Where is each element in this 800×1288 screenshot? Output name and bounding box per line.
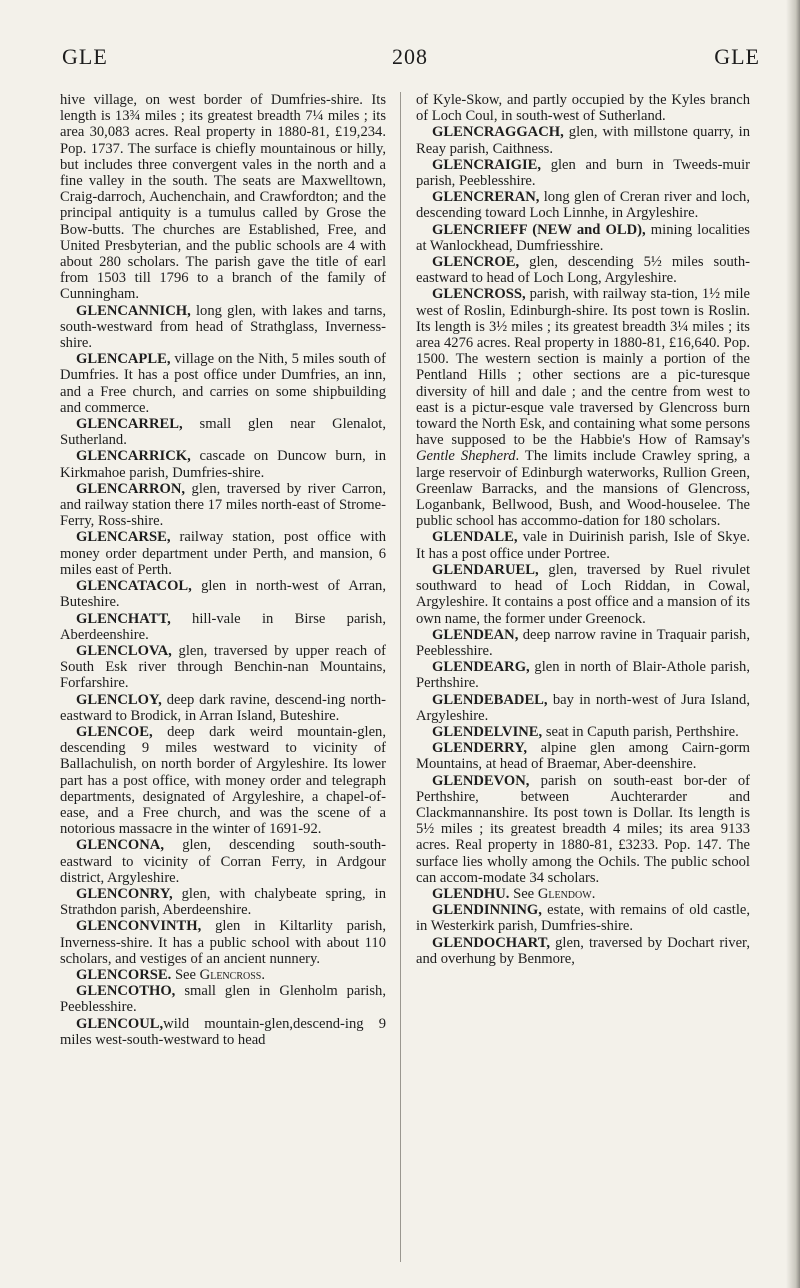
gazetteer-entry — [416, 659, 750, 691]
entry-text: parish, with railway sta-tion, 1½ mile west of Roslin, Edinburgh-shire. Its post town is Roslin. Its length is 3½ miles ; its greatest breadth 3¼ miles ; its area 4276 acres. Real property in 1880-81, £16,640. Pop. 1500. The western section is mainly a portion of the Pentland Hills ; other sections are a pic-turesque diversity of hill and dale ; and the centre from west to east is a pictur-esque vale traversed by Glencross burn toward the North Esk, and containing what some persons have supposed to be the Habbie's How of Ramsay's — [416, 286, 750, 449]
entry-headword: GLENCANNICH, — [76, 302, 191, 319]
gazetteer-entry — [416, 189, 750, 221]
entry-headword: GLENDARUEL, — [432, 561, 539, 578]
gazetteer-entry — [416, 724, 750, 740]
entry-headword: GLENCRAIGIE, — [432, 156, 542, 173]
entry-text: glen, with millstone quarry, in Reay parish, Caithness. — [416, 124, 750, 157]
header-left-catchword: GLE — [62, 44, 108, 69]
gazetteer-entry — [416, 740, 750, 772]
entry-italic-title: Gentle Shepherd — [416, 448, 516, 465]
entry-text: glen, traversed by Ruel rivulet southward to head of Loch Riddan, in Cowal, Argyleshire. It contains a post office and a mansion of its own name, the former under Greenock. — [416, 561, 750, 627]
gazetteer-entry — [416, 254, 750, 286]
entry-text: hill-vale in Birse parish, Aberdeenshire. — [60, 610, 386, 643]
entry-text: See — [171, 966, 200, 983]
page-edge-shadow — [786, 0, 800, 1288]
entry-text: parish on south-east bor-der of Perthshire, between Auchterarder and Clackmannanshire. Its post town is Dollar. Its length is 5½ miles ; its greatest breadth 4 miles; its area 9133 acres. Real property in 1880-81, £3233. Pop. 147. The surface lies wholly among the Ochils. The public school can accom-modate 34 scholars. — [416, 772, 750, 886]
entry-text: small glen in Glenholm parish, Peeblesshire. — [60, 983, 386, 1016]
gazetteer-entry — [60, 967, 386, 983]
entry-headword: GLENCROE, — [432, 254, 520, 271]
entry-headword: GLENCLOY, — [76, 691, 162, 708]
entry-headword: GLENCORSE. — [76, 966, 172, 983]
gazetteer-entry — [60, 529, 386, 578]
entry-headword: GLENCHATT, — [76, 610, 171, 627]
entry-text: of Kyle-Skow, and partly occupied by the Kyles branch of Loch Coul, in south-west of Sutherland. — [416, 92, 750, 125]
gazetteer-entry — [416, 692, 750, 724]
entry-text: village on the Nith, 5 miles south of Dumfries. It has a post office under Dumfries, an inn, and a Free church, and carries on some shipbuilding and commerce. — [60, 351, 386, 416]
entry-headword: GLENCONVINTH, — [76, 918, 202, 935]
gazetteer-entry — [416, 935, 750, 967]
entry-text: See — [509, 885, 538, 902]
column-divider — [400, 92, 401, 1262]
entry-headword: GLENCARSE, — [76, 529, 171, 546]
entry-text-tail: . — [591, 885, 596, 902]
entry-text: vale in Duirinish parish, Isle of Skye. It has a post office under Portree. — [416, 529, 750, 562]
entry-headword: GLENDERRY, — [432, 740, 528, 757]
gazetteer-entry — [60, 448, 386, 480]
gazetteer-entry — [416, 286, 750, 529]
entry-headword: GLENCOE, — [76, 723, 153, 740]
entry-text: deep dark ravine, descend-ing north-eastward to Brodick, in Arran Island, Buteshire. — [60, 691, 386, 724]
gazetteer-entry — [60, 416, 386, 448]
entry-text: estate, with remains of old castle, in Westerkirk parish, Dumfries-shire. — [416, 902, 750, 935]
entry-headword: GLENCONA, — [76, 837, 164, 854]
gazetteer-entry — [60, 303, 386, 352]
page-number: 208 — [392, 44, 428, 69]
entry-text: glen in north of Blair-Athole parish, Perthshire. — [416, 659, 750, 692]
gazetteer-entry — [60, 692, 386, 724]
entry-text: glen, with chalybeate spring, in Strathdon parish, Aberdeenshire. — [60, 885, 386, 919]
gazetteer-entry — [416, 562, 750, 627]
entry-headword: GLENCOTHO, — [76, 983, 176, 1000]
entry-headword: GLENCONRY, — [76, 885, 173, 902]
entry-text: hive village, on west border of Dumfries-shire. Its length is 13¾ miles ; its greatest breadth 7¼ miles ; its area 30,083 acres. Real property in 1880-81, £19,234. Pop. 1737. The surface is chiefly mountainous or hilly, but includes three convergent vales in the north and a fine valley in the south. The seats are Maxwelltown, Craig-darroch, Auchenchain, and Crawfordton; and the principal antiquity is a tumulus called by Grose the Bow-butts. The churches are Established, Free, and United Presbyterian, and the public schools are 4 with about 280 scholars. The parish gave the title of earl from 1503 till 1796 to a branch of the family of Cunningham. — [60, 92, 386, 303]
entry-headword: GLENCLOVA, — [76, 642, 172, 659]
gazetteer-entry — [60, 611, 386, 643]
entry-text: alpine glen among Cairn-gorm Mountains, at head of Braemar, Aber-deenshire. — [416, 740, 750, 773]
entry-headword: GLENDOCHART, — [432, 934, 551, 951]
entry-text: glen, traversed by Dochart river, and overhung by Benmore, — [416, 934, 750, 967]
gazetteer-entry — [60, 643, 386, 692]
gazetteer-entry — [416, 886, 750, 902]
entry-text-tail: . The limits include Crawley spring, a large reservoir of Edinburgh waterworks, Rullion Green, Greenlaw Barracks, and the mansions of Glencross, Loganbank, Bellwood, Bush, and Wood-houselee. The public school has accommo-dation for 180 scholars. — [416, 448, 750, 530]
entry-text: glen and burn in Tweeds-muir parish, Peeblesshire. — [416, 156, 750, 190]
entry-headword: GLENDEVON, — [432, 772, 530, 789]
entry-headword: GLENCRIEFF (NEW and OLD), — [432, 221, 646, 238]
entry-text: deep narrow ravine in Traquair parish, Peeblesshire. — [416, 626, 750, 659]
entry-text: glen, traversed by river Carron, and railway station there 17 miles north-east of Strome-Ferry, Ross-shire. — [60, 480, 386, 530]
entry-text: glen, descending south-south-eastward to vicinity of Corran Ferry, in Ardgour district, Argyleshire. — [60, 837, 386, 886]
entry-text: cascade on Duncow burn, in Kirkmahoe parish, Dumfries-shire. — [60, 448, 386, 481]
entry-headword: GLENDINNING, — [432, 902, 542, 919]
gazetteer-entry — [416, 157, 750, 189]
entry-text: deep dark weird mountain-glen, descending 9 miles westward to vicinity of Ballachulish, on north border of Argyleshire. Its lower part has a post office, with money order and telegraph departments, designated of Argyleshire, a chapel-of-ease, and a Free church, and was the scene of a notorious massacre in the winter of 1691-92. — [60, 723, 386, 838]
gazetteer-entry — [416, 92, 750, 124]
entry-text: glen in north-west of Arran, Buteshire. — [60, 578, 386, 611]
entry-headword: GLENDEBADEL, — [432, 691, 548, 708]
entry-text: bay in north-west of Jura Island, Argyleshire. — [416, 691, 750, 724]
gazetteer-entry — [60, 886, 386, 918]
entry-text: glen, descending 5½ miles south-eastward to head of Loch Long, Argyleshire. — [416, 254, 750, 287]
entry-text: long glen, with lakes and tarns, south-westward from head of Strathglass, Inverness-shire. — [60, 302, 386, 352]
gazetteer-entry — [60, 837, 386, 886]
entry-text-tail: . — [261, 966, 265, 983]
entry-headword: GLENCRERAN, — [432, 189, 540, 206]
page-header — [60, 44, 760, 74]
gazetteer-entry — [60, 724, 386, 837]
header-right-catchword: GLE — [714, 44, 760, 69]
gazetteer-entry — [416, 124, 750, 156]
gazetteer-entry — [416, 222, 750, 254]
gazetteer-entry — [60, 92, 386, 303]
entry-text: long glen of Creran river and loch, descending toward Loch Linnhe, in Argyleshire. — [416, 189, 750, 222]
entry-headword: GLENDELVINE, — [432, 723, 543, 740]
entry-headword: GLENCOUL, — [76, 1015, 164, 1032]
entry-headword: GLENCATACOL, — [76, 578, 192, 595]
entry-headword: GLENCARREL, — [76, 416, 183, 433]
entry-text: wild mountain-glen,descend-ing 9 miles west-south-westward to head — [60, 1015, 386, 1048]
entry-headword: GLENCROSS, — [432, 286, 526, 303]
entry-headword: GLENCAPLE, — [76, 351, 171, 368]
entry-text: small glen near Glenalot, Sutherland. — [60, 416, 386, 449]
gazetteer-entry — [60, 1016, 386, 1048]
entry-headword: GLENDEAN, — [432, 626, 519, 643]
entry-text: mining localities at Wanlockhead, Dumfriesshire. — [416, 221, 750, 254]
entry-headword: GLENCARRON, — [76, 480, 186, 497]
entry-cross-reference: Glencross — [199, 966, 262, 983]
entry-text: seat in Caputh parish, Perthshire. — [542, 723, 739, 740]
entry-headword: GLENDALE, — [432, 529, 518, 546]
entry-headword: GLENDHU. — [432, 885, 510, 902]
gazetteer-entry — [416, 902, 750, 934]
gazetteer-entry — [416, 627, 750, 659]
entry-headword: GLENDEARG, — [432, 659, 530, 676]
gazetteer-entry — [60, 983, 386, 1015]
gazetteer-entry — [416, 773, 750, 886]
gazetteer-entry — [60, 481, 386, 530]
right-column — [416, 92, 750, 967]
gazetteer-entry — [416, 529, 750, 561]
entry-cross-reference: Glendow — [537, 885, 592, 902]
left-column — [60, 92, 386, 1048]
gazetteer-entry — [60, 351, 386, 416]
gazetteer-entry — [60, 918, 386, 967]
entry-headword: GLENCRAGGACH, — [432, 124, 564, 141]
entry-text: glen, traversed by upper reach of South Esk river through Benchin-nan Mountains, Forfarshire. — [60, 642, 386, 692]
entry-headword: GLENCARRICK, — [76, 448, 191, 465]
entry-text: glen in Kiltarlity parish, Inverness-shire. It has a public school with about 110 scholars, and vestiges of an ancient nunnery. — [60, 918, 386, 967]
entry-text: railway station, post office with money order department under Perth, and mansion, 6 miles east of Perth. — [60, 529, 386, 578]
gazetteer-entry — [60, 578, 386, 610]
